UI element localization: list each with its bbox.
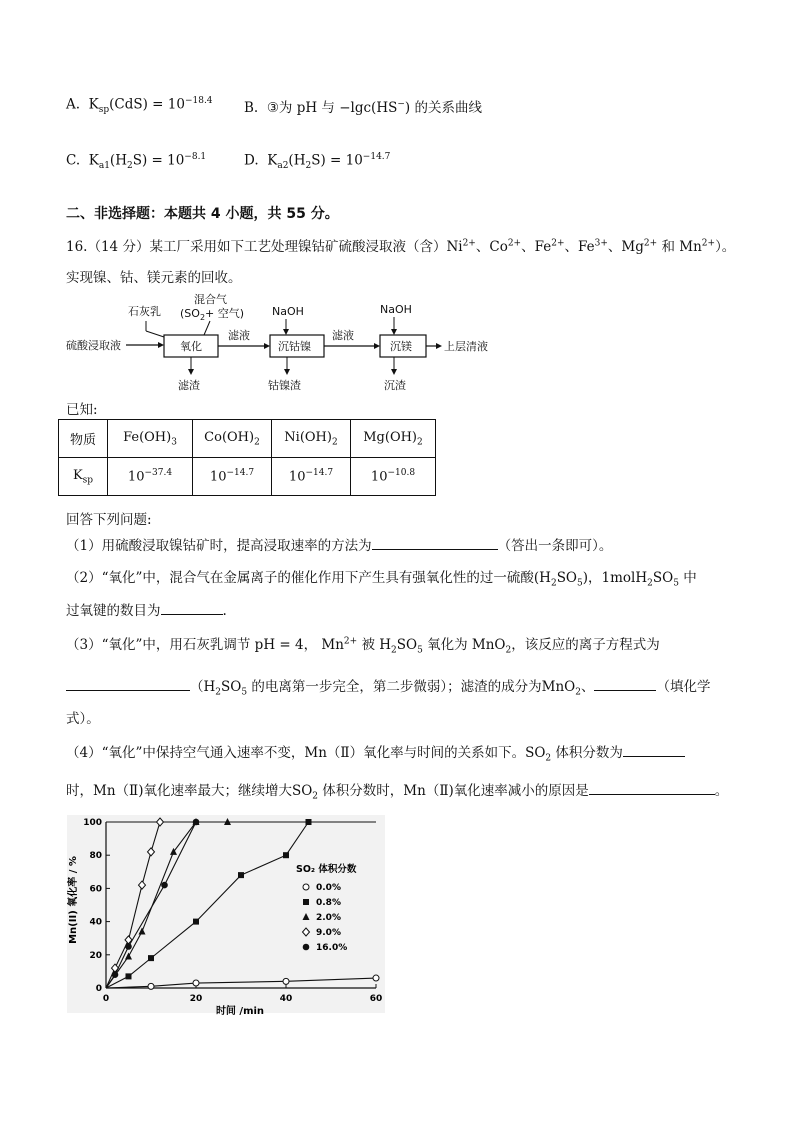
flow-mid-1: 滤液 xyxy=(228,329,250,342)
flow-mid-2: 滤液 xyxy=(332,329,354,342)
gas-line xyxy=(204,321,210,335)
arrow-4-head xyxy=(436,343,442,349)
x-tick-label: 60 xyxy=(369,994,383,1004)
flow-end: 上层清液 xyxy=(444,340,488,353)
data-point xyxy=(193,819,200,826)
data-point xyxy=(283,978,289,984)
legend-label: 9.0% xyxy=(316,928,341,938)
flow-gas-2: ($SO_2+$ 空气) xyxy=(180,307,245,322)
data-point xyxy=(112,971,119,978)
flow-out-2: 钴镍渣 xyxy=(268,379,301,392)
legend-label: 0.0% xyxy=(316,883,341,893)
value-cell: $10^{-10.8}$ xyxy=(351,458,436,496)
oxidation-rate-chart xyxy=(64,812,388,1016)
option-d: D. $K_{a2}(H_2S) = 10^{-14.7}$ xyxy=(244,152,391,172)
answer-prompt: 回答下列问题: xyxy=(66,512,152,528)
value-cell: $10^{-37.4}$ xyxy=(108,458,193,496)
x-tick-label: 40 xyxy=(279,994,293,1004)
out-1-head xyxy=(188,369,194,375)
q16-part-3: （3）“氧化”中，用石灰乳调节 pH = 4， $Mn^{2+}$ 被 $H_2SO_5$ 氧化为 MnO$_2$，该反应的离子方程式为 xyxy=(66,636,660,656)
q16-intro: 16.（14 分）某工厂采用如下工艺处理镍钴矿硫酸浸取液（含）$Ni^{2+}$、$Co^{2+}$、$Fe^{2+}$、$Fe^{3+}$、$Mg^{2+}$ 和 $Mn^{2+}$）。 xyxy=(66,238,736,255)
q16-part-4b: 时，Mn（Ⅱ)氧化速率最大；继续增大$SO_2$ 体积分数时，Mn（Ⅱ)氧化速率减小的原因是 。 xyxy=(66,783,729,802)
header-cell: 物质 xyxy=(59,420,108,458)
y-tick-label: 0 xyxy=(95,984,102,994)
known-label: 已知: xyxy=(66,402,98,418)
option-c: C. $K_{a1}(H_2S) = 10^{-8.1}$ xyxy=(66,152,207,172)
reagent-3-head xyxy=(391,329,397,335)
header-cell: $Co(OH)_2$ xyxy=(193,420,272,458)
data-point xyxy=(126,973,132,979)
data-point xyxy=(193,980,199,986)
x-tick-label: 0 xyxy=(102,994,110,1004)
legend-title: SO₂ 体积分数 xyxy=(296,864,357,875)
flow-reagent-2: NaOH xyxy=(272,305,304,318)
arrow-2-head xyxy=(264,343,270,349)
reagent-2-head xyxy=(283,329,289,335)
reagent-1-diag xyxy=(146,331,164,337)
header-cell: $Ni(OH)_2$ xyxy=(272,420,351,458)
legend-marker xyxy=(303,899,309,905)
answer-blank-3[interactable] xyxy=(66,678,190,691)
legend-label: 0.8% xyxy=(316,898,341,908)
table-row xyxy=(59,458,436,496)
chart-ylabel: Mn(II) 氧化率 / % xyxy=(68,856,79,944)
x-tick-label: 20 xyxy=(189,994,203,1004)
flow-out-1: 滤渣 xyxy=(178,379,200,392)
data-point xyxy=(306,819,312,825)
answer-blank-5[interactable] xyxy=(623,744,685,757)
y-tick-label: 80 xyxy=(89,851,102,862)
answer-blank-2[interactable] xyxy=(161,602,223,615)
flow-reagent-1: 石灰乳 xyxy=(128,305,161,318)
answer-blank-4[interactable] xyxy=(594,678,656,691)
row-label-cell: $K_{sp}$ xyxy=(59,458,108,496)
data-point xyxy=(125,943,132,950)
data-point xyxy=(238,872,244,878)
data-point xyxy=(148,955,154,961)
flow-out-3: 沉渣 xyxy=(384,379,406,392)
box-precip-co-ni-label: 沉钴镍 xyxy=(278,340,311,353)
header-cell: $Fe(OH)_3$ xyxy=(108,420,193,458)
flow-reagent-3: NaOH xyxy=(380,303,412,316)
q16-part-4: （4）“氧化”中保持空气通入速率不变，Mn（Ⅱ）氧化率与时间的关系如下。$SO_2$ 体积分数为 xyxy=(66,741,685,764)
q16-part-3b: （$H_2SO_5$ 的电离第一步完全，第二步微弱）；滤渣的成分为MnO$_2$、 （填化学 xyxy=(66,675,710,698)
section-title: 二、非选择题：本题共 4 小题，共 55 分。 xyxy=(66,206,339,222)
option-a: A. $K_{sp}(CdS) = 10^{-18.4}$ xyxy=(66,96,213,116)
y-tick-label: 20 xyxy=(89,950,102,961)
table-header-row xyxy=(59,420,436,458)
header-cell: $Mg(OH)_2$ xyxy=(351,420,436,458)
legend-label: 2.0% xyxy=(316,913,341,923)
data-point xyxy=(161,882,168,889)
flow-gas-1: 混合气 xyxy=(194,293,227,306)
q16-intro-2: 实现镍、钴、镁元素的回收。 xyxy=(66,270,242,286)
arrow-3-head xyxy=(374,343,380,349)
out-2-head xyxy=(284,369,290,375)
value-cell: $10^{-14.7}$ xyxy=(272,458,351,496)
value-cell: $10^{-14.7}$ xyxy=(193,458,272,496)
box-oxidize-label: 氧化 xyxy=(180,340,202,353)
data-point xyxy=(193,919,199,925)
flow-start: 硫酸浸取液 xyxy=(66,339,121,352)
q16-part-2: （2）“氧化”中，混合气在金属离子的催化作用下产生具有强氧化性的过一硫酸$(H_2SO_5)$，$1molH_2SO_5$ 中 xyxy=(66,570,697,589)
q16-part-2b: 过氧键的数目为 . xyxy=(66,603,227,619)
legend-marker xyxy=(303,944,310,951)
data-point xyxy=(283,852,289,858)
y-tick-label: 100 xyxy=(83,818,102,828)
answer-blank-1[interactable] xyxy=(372,537,498,550)
q16-part-1: （1）用硫酸浸取镍钴矿时，提高浸取速率的方法为 （答出一条即可）。 xyxy=(66,538,613,554)
arrow-1-head xyxy=(158,342,164,348)
legend-label: 16.0% xyxy=(316,943,348,953)
data-point xyxy=(373,975,379,981)
out-3-head xyxy=(391,369,397,375)
process-flow-diagram xyxy=(64,291,490,395)
y-tick-label: 60 xyxy=(89,884,102,895)
answer-blank-6[interactable] xyxy=(589,782,715,795)
option-b: B. ③为 pH 与 −lgc(HS−) 的关系曲线 xyxy=(244,99,482,116)
box-precip-mg-label: 沉镁 xyxy=(390,340,412,353)
data-point xyxy=(148,983,154,989)
q16-part-3c: 式）。 xyxy=(66,711,100,727)
ksp-table xyxy=(58,419,436,496)
chart-xlabel: 时间 /min xyxy=(215,1006,265,1016)
y-tick-label: 40 xyxy=(89,917,102,928)
legend-marker xyxy=(303,884,309,890)
